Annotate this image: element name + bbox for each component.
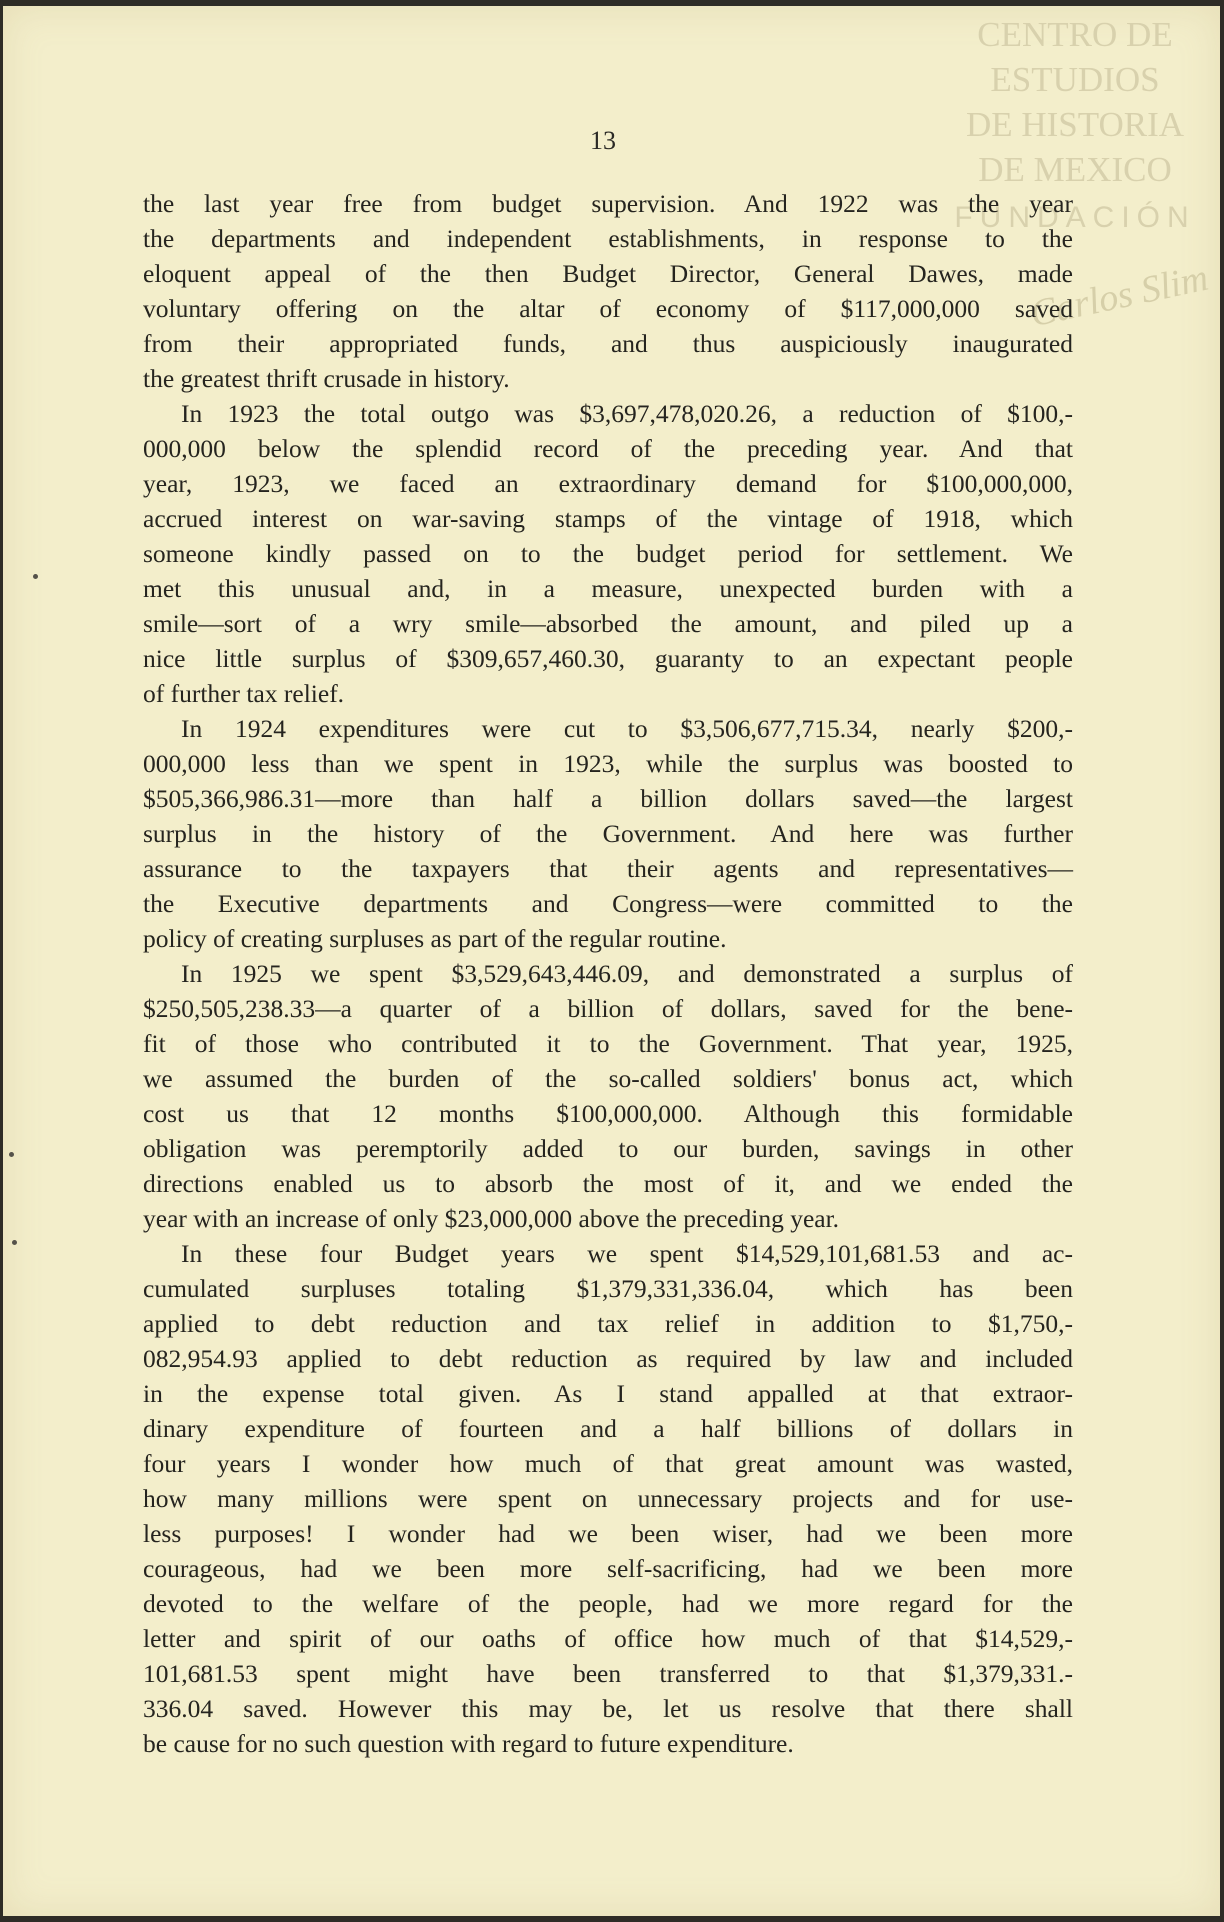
page-number: 13 — [590, 126, 616, 155]
text-line: devoted to the welfare of the people, had we more regard for the — [143, 1589, 1073, 1618]
text-line: voluntary offering on the altar of economy of $117,000,000 saved — [143, 294, 1073, 323]
watermark-signature: Carlos Slim — [1026, 256, 1213, 336]
text-line: 101,681.53 spent might have been transferred to that $1,379,331.- — [143, 1659, 1073, 1688]
text-line: we assumed the burden of the so-called soldiers' bonus act, which — [143, 1064, 1073, 1093]
text-line: $505,366,986.31—more than half a billion dollars saved—the largest — [143, 784, 1073, 813]
text-line: year, 1923, we faced an extraordinary demand for $100,000,000, — [143, 469, 1073, 498]
text-line: of further tax relief. — [143, 679, 345, 708]
text-line: the departments and independent establishments, in response to the — [143, 224, 1073, 253]
text-line: In 1925 we spent $3,529,643,446.09, and demonstrated a surplus of — [181, 959, 1073, 988]
paragraph — [143, 711, 1073, 956]
text-line: eloquent appeal of the then Budget Director, General Dawes, made — [143, 259, 1073, 288]
text-line: from their appropriated funds, and thus auspiciously inaugurated — [143, 329, 1073, 358]
text-line: directions enabled us to absorb the most of it, and we ended the — [143, 1169, 1073, 1198]
text-line: 000,000 less than we spent in 1923, while the surplus was boosted to — [143, 749, 1073, 778]
watermark-foundation: FUNDACIÓN — [954, 201, 1196, 234]
text-line: the greatest thrift crusade in history. — [143, 364, 510, 393]
scan-speck — [9, 1152, 14, 1157]
text-line: policy of creating surpluses as part of the regular routine. — [143, 924, 727, 953]
text-line: dinary expenditure of fourteen and a half billions of dollars in — [143, 1414, 1073, 1443]
text-line: fit of those who contributed it to the Government. That year, 1925, — [143, 1029, 1073, 1058]
text-line: met this unusual and, in a measure, unexpected burden with a — [143, 574, 1073, 603]
text-line: be cause for no such question with regard to future expenditure. — [143, 1729, 794, 1758]
scan-speck — [33, 574, 38, 579]
text-line: someone kindly passed on to the budget period for settlement. We — [143, 539, 1073, 568]
watermark-line: CENTRO DE — [977, 15, 1173, 54]
text-line: In 1923 the total outgo was $3,697,478,020.26, a reduction of $100,- — [181, 399, 1073, 428]
text-line: assurance to the taxpayers that their agents and representatives— — [143, 854, 1073, 883]
paragraph — [143, 186, 1073, 396]
text-line: in the expense total given. As I stand appalled at that extraor- — [143, 1379, 1073, 1408]
text-line: year with an increase of only $23,000,000 above the preceding year. — [143, 1204, 840, 1233]
paragraph — [143, 956, 1073, 1236]
document-page — [3, 6, 1220, 1916]
text-line: $250,505,238.33—a quarter of a billion of dollars, saved for the bene- — [143, 994, 1073, 1023]
paragraph — [143, 1236, 1073, 1761]
text-line: In these four Budget years we spent $14,529,101,681.53 and ac- — [181, 1239, 1073, 1268]
text-line: cost us that 12 months $100,000,000. Although this formidable — [143, 1099, 1073, 1128]
text-line: letter and spirit of our oaths of office how much of that $14,529,- — [143, 1624, 1073, 1653]
text-line: obligation was peremptorily added to our burden, savings in other — [143, 1134, 1073, 1163]
text-line: accrued interest on war-saving stamps of the vintage of 1918, which — [143, 504, 1073, 533]
text-line: 336.04 saved. However this may be, let us resolve that there shall — [143, 1694, 1073, 1723]
text-line: nice little surplus of $309,657,460.30, guaranty to an expectant people — [143, 644, 1073, 673]
text-line: less purposes! I wonder had we been wiser, had we been more — [143, 1519, 1073, 1548]
scan-speck — [12, 1240, 17, 1245]
text-line: In 1924 expenditures were cut to $3,506,677,715.34, nearly $200,- — [181, 714, 1073, 743]
text-line: surplus in the history of the Government. And here was further — [143, 819, 1073, 848]
body-text — [143, 186, 1073, 1761]
text-line: applied to debt reduction and tax relief in addition to $1,750,- — [143, 1309, 1073, 1338]
text-line: courageous, had we been more self-sacrificing, had we been more — [143, 1554, 1073, 1583]
watermark-line: DE HISTORIA — [965, 105, 1185, 144]
watermark-line: DE MEXICO — [978, 150, 1172, 189]
text-line: smile—sort of a wry smile—absorbed the amount, and piled up a — [143, 609, 1073, 638]
text-line: cumulated surpluses totaling $1,379,331,336.04, which has been — [143, 1274, 1073, 1303]
paragraph — [143, 396, 1073, 711]
text-line: how many millions were spent on unnecessary projects and for use- — [143, 1484, 1073, 1513]
watermark-line: ESTUDIOS — [990, 60, 1160, 99]
text-line: 000,000 below the splendid record of the preceding year. And that — [143, 434, 1073, 463]
text-line: four years I wonder how much of that great amount was wasted, — [143, 1449, 1073, 1478]
text-line: the last year free from budget supervision. And 1922 was the year — [143, 189, 1073, 218]
text-line: the Executive departments and Congress—were committed to the — [143, 889, 1073, 918]
text-line: 082,954.93 applied to debt reduction as required by law and included — [143, 1344, 1073, 1373]
